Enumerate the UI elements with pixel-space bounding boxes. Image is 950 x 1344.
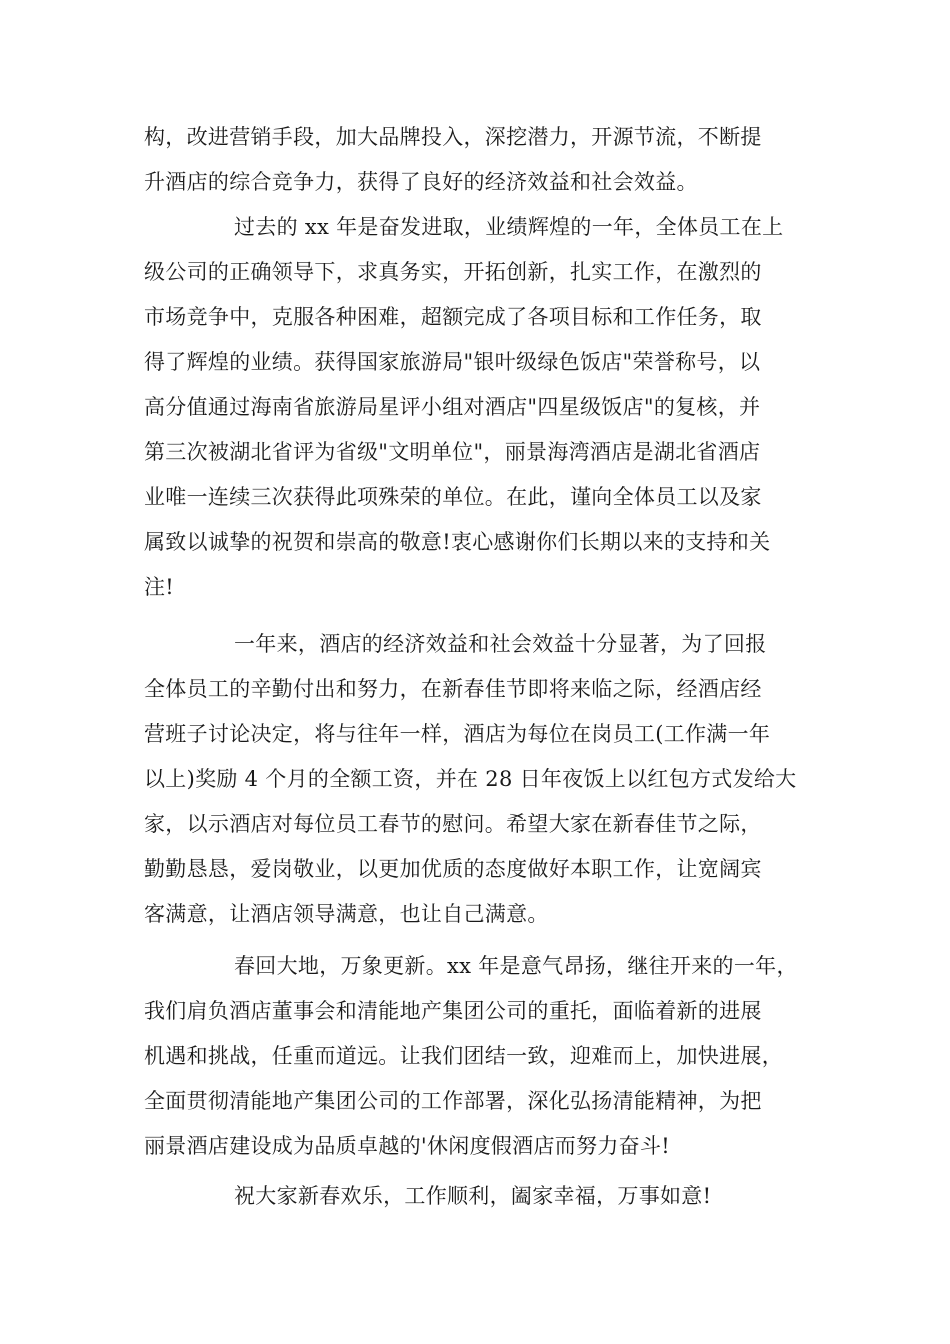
text-line: 得了辉煌的业绩。获得国家旅游局"银叶级绿色饭店"荣誉称号，以 xyxy=(144,350,761,374)
text-line: 注! xyxy=(144,575,175,599)
text-line: 级公司的正确领导下，求真务实，开拓创新，扎实工作，在激烈的 xyxy=(144,260,762,284)
text-line: 升酒店的综合竞争力，获得了良好的经济效益和社会效益。 xyxy=(144,170,698,194)
text-line: 客满意，让酒店领导满意，也让自己满意。 xyxy=(144,902,549,926)
text-line: 属致以诚挚的祝贺和崇高的敬意!衷心感谢你们长期以来的支持和关 xyxy=(144,530,771,554)
text-line: 营班子讨论决定，将与往年一样，酒店为每位在岗员工(工作满一年 xyxy=(144,722,771,746)
text-line: 第三次被湖北省评为省级"文明单位"，丽景海湾酒店是湖北省酒店 xyxy=(144,440,761,464)
text-line: 高分值通过海南省旅游局星评小组对酒店"四星级饭店"的复核，并 xyxy=(144,395,761,419)
text-line: 以上)奖励 4 个月的全额工资，并在 28 日年夜饭上以红包方式发给大 xyxy=(144,767,797,791)
text-line: 全面贯彻清能地产集团公司的工作部署，深化弘扬清能精神，为把 xyxy=(144,1089,762,1113)
text-line: 勤勤恳恳，爱岗敬业，以更加优质的态度做好本职工作，让宽阔宾 xyxy=(144,857,762,881)
text-line: 我们肩负酒店董事会和清能地产集团公司的重托，面临着新的进展 xyxy=(144,999,762,1023)
text-line: 机遇和挑战，任重而道远。让我们团结一致，迎难而上，加快进展， xyxy=(144,1044,783,1068)
text-line: 丽景酒店建设成为品质卓越的'休闲度假酒店而努力奋斗! xyxy=(144,1134,671,1158)
text-line: 全体员工的辛勤付出和努力，在新春佳节即将来临之际，经酒店经 xyxy=(144,677,762,701)
text-line: 构，改进营销手段，加大品牌投入，深挖潜力，开源节流，不断提 xyxy=(144,125,762,149)
closing-greeting: 祝大家新春欢乐，工作顺利，阖家幸福，万事如意! xyxy=(234,1184,712,1208)
text-line: 家，以示酒店对每位员工春节的慰问。希望大家在新春佳节之际， xyxy=(144,812,762,836)
paragraph-start-line: 过去的 xx 年是奋发进取，业绩辉煌的一年，全体员工在上 xyxy=(234,215,784,239)
paragraph-start-line: 一年来，酒店的经济效益和社会效益十分显著，为了回报 xyxy=(234,632,767,656)
text-line: 市场竞争中，克服各种困难，超额完成了各项目标和工作任务，取 xyxy=(144,305,762,329)
paragraph-start-line: 春回大地，万象更新。xx 年是意气昂扬，继往开来的一年， xyxy=(234,954,798,978)
text-line: 业唯一连续三次获得此项殊荣的单位。在此，谨向全体员工以及家 xyxy=(144,485,762,509)
